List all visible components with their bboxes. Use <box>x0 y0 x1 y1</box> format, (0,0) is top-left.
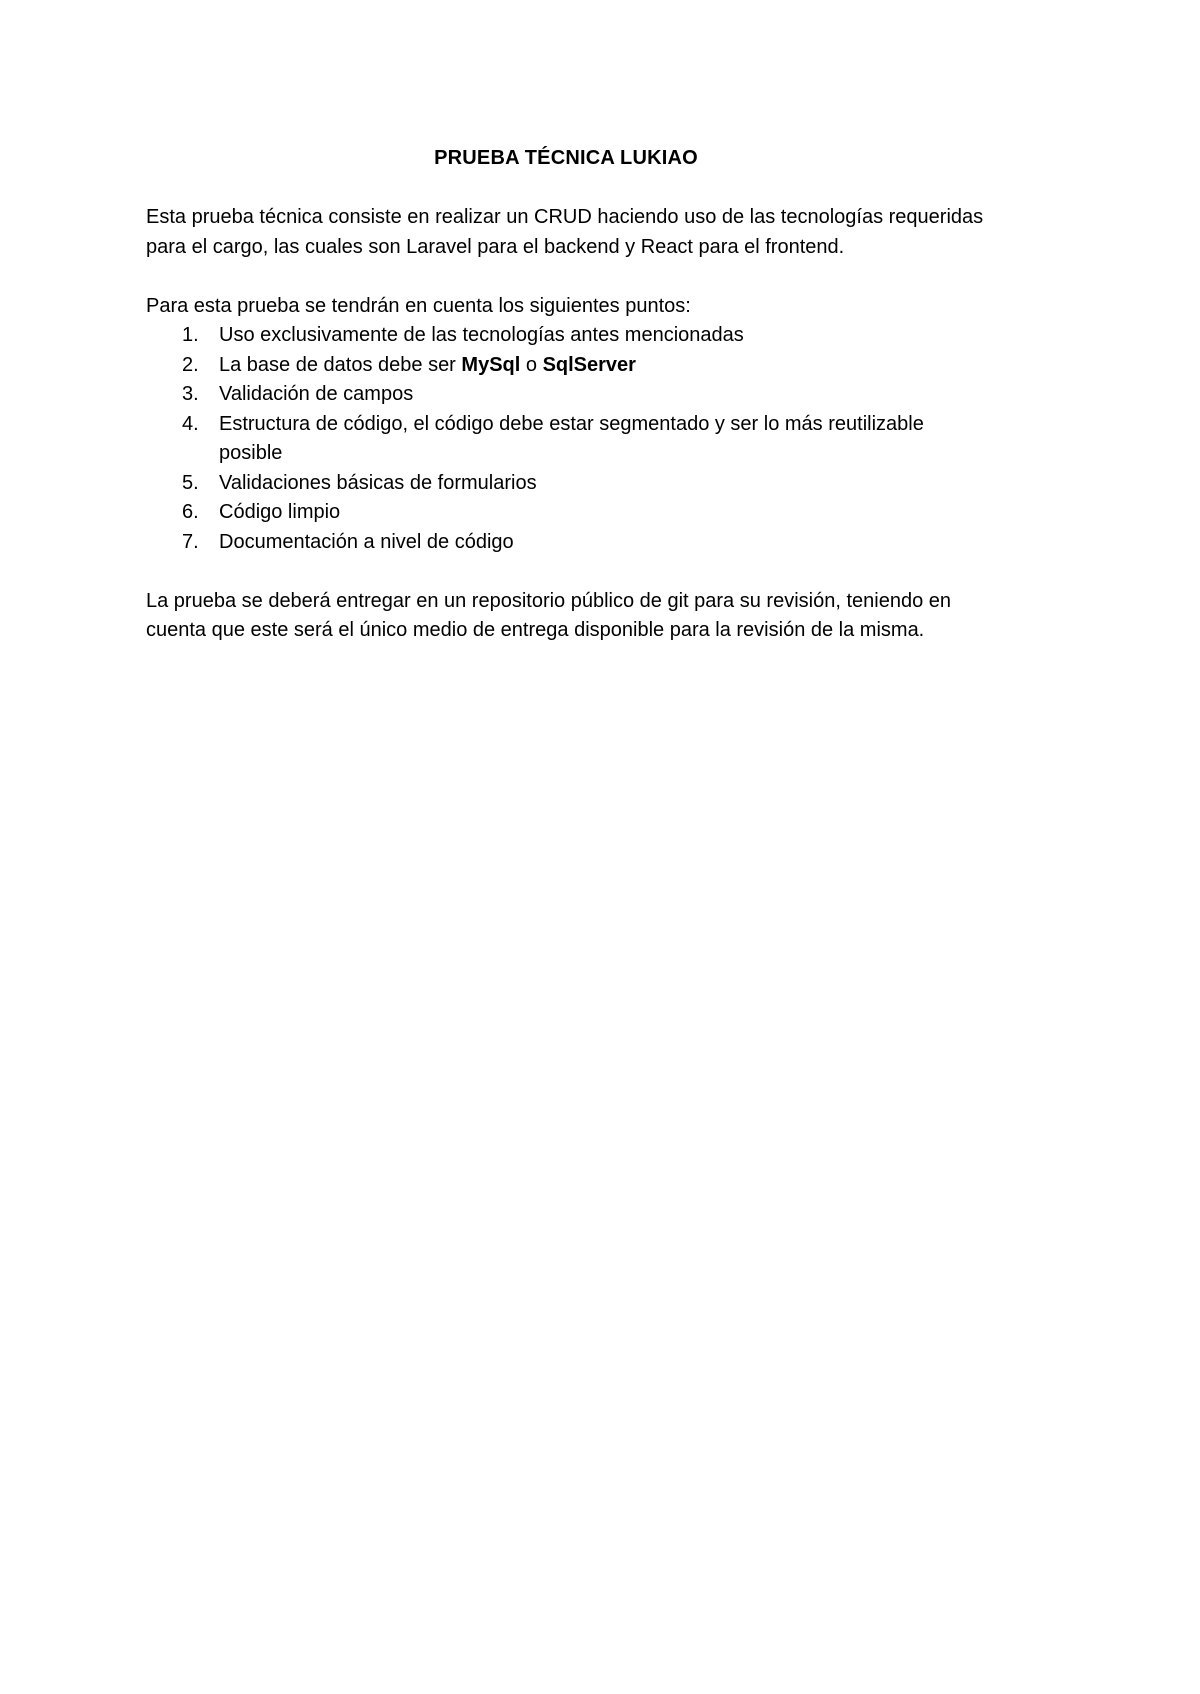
list-item-connector: o <box>520 353 543 376</box>
list-item-text: Validación de campos <box>219 383 414 405</box>
list-item-text: Estructura de código, el código debe estar segmentado y ser lo más reutilizable posible <box>219 412 924 464</box>
list-item-text: La base de datos debe ser <box>219 353 462 376</box>
list-item-number: 2. <box>182 353 199 376</box>
list-item <box>146 469 986 499</box>
list-item <box>146 351 986 381</box>
points-list <box>146 321 986 557</box>
list-item-number: 1. <box>182 324 199 346</box>
list-item-text: Validaciones básicas de formularios <box>219 471 537 494</box>
list-item <box>146 498 986 528</box>
paragraph-spacer <box>146 557 986 587</box>
paragraph-spacer <box>146 262 986 292</box>
list-item-number: 6. <box>182 501 199 523</box>
document-content <box>146 144 986 646</box>
points-heading: Para esta prueba se tendrán en cuenta los siguientes puntos: <box>146 294 691 317</box>
list-item <box>146 410 986 469</box>
list-item <box>146 321 986 351</box>
list-item-number: 3. <box>182 383 199 405</box>
database-option-sqlserver: SqlServer <box>542 353 636 376</box>
closing-paragraph: La prueba se deberá entregar en un repositorio público de git para su revisión, teniendo en cuenta que este será el único medio de entrega disponible para la revisión de la misma. <box>146 589 951 641</box>
list-item-number: 7. <box>182 530 199 553</box>
document-title: PRUEBA TÉCNICA LUKIAO <box>434 147 698 169</box>
list-item <box>146 528 986 558</box>
list-item-number: 4. <box>182 412 199 435</box>
list-item <box>146 380 986 410</box>
database-option-mysql: MySql <box>461 353 521 376</box>
list-item-text: Código limpio <box>219 501 341 523</box>
list-item-text: Documentación a nivel de código <box>219 530 514 553</box>
intro-paragraph: Esta prueba técnica consiste en realizar un CRUD haciendo uso de las tecnologías requeridas para el cargo, las cuales son Laravel para el backend y React para el frontend. <box>146 206 984 258</box>
list-item-text: Uso exclusivamente de las tecnologías antes mencionadas <box>219 324 744 346</box>
list-item-number: 5. <box>182 471 199 494</box>
